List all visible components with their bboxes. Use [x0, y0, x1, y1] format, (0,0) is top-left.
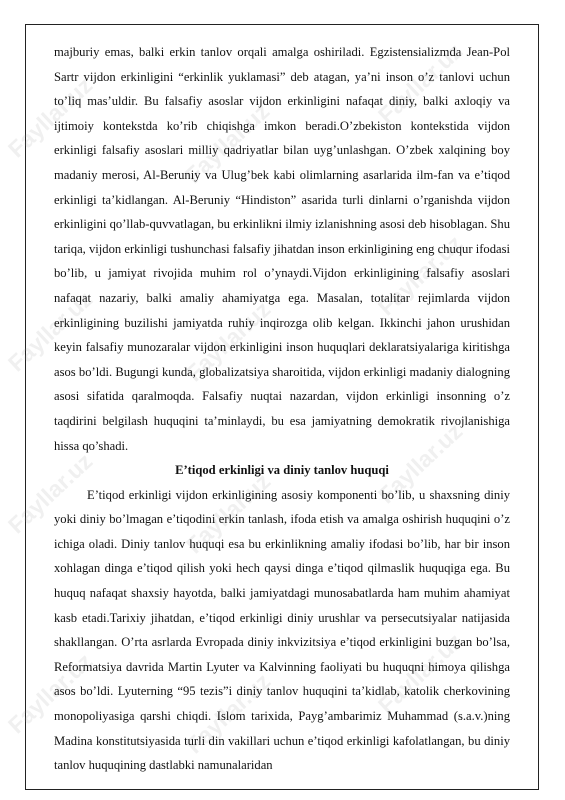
watermark: Fayllar.uz — [372, 417, 468, 509]
watermark: Fayllar.uz — [180, 467, 276, 559]
document-body — [54, 37, 510, 778]
watermark: Fayllar.uz — [2, 71, 98, 163]
body-paragraph: E’tiqod erkinligi vijdon erkinligining asosiy komponenti bo’lib, u shaxsning diniy yoki diniy bo’lmagan e’tiqodini erkin tanlash, ifoda etish va amalga oshirish huquqini o’z ichiga oladi. Diniy tanlov huquqi esa bu erkinlikning amaliy ifodasi bo’lib, har bir inson xohlagan dinga e’tiqod qilish yoki hech qaysi dinga e’tiqod qilmaslik huquqiga ega. Bu huquq nafaqat shaxsiy hayotda, balki jamiyatdagi munosabatlarda ham muhim ahamiyat kasb etadi.Tarixiy jihatdan, e’tiqod erkinligi diniy urushlar va persecutsiyalar natijasida shakllangan. O’rta asrlarda Evropada diniy inkvizitsiya e’tiqod erkinligini buzgan bo’lsa, Reformatsiya davrida Martin Lyuter va Kalvinning faoliyati bu huquqni himoya qilishga asos bo’ldi. Lyuterning “95 tezis”i diniy tanlov huquqini ta’kidlab, katolik cherkovining monopoliyasiga qarshi chiqdi. Islom tarixida, Payg’ambarimiz Muhammad (s.a.v.)ning Madina konstitutsiyasida turli din vakillari uchun e’tiqod erkinligi kafolatlangan, bu diniy tanlov huquqining dastlabki namunalaridan — [54, 487, 510, 773]
watermark: Fayllar.uz — [2, 447, 98, 539]
watermark: Fayllar.uz — [372, 37, 468, 129]
watermark: Fayllar.uz — [180, 667, 276, 759]
watermark: Fayllar.uz — [180, 295, 276, 387]
watermark: Fayllar.uz — [2, 647, 98, 739]
watermark: Fayllar.uz — [2, 285, 98, 377]
section-heading: E’tiqod erkinligi va diniy tanlov huquqi — [175, 463, 389, 478]
watermark: Fayllar.uz — [372, 627, 468, 719]
watermark: Fayllar.uz — [372, 229, 468, 321]
watermark: Fayllar.uz — [179, 97, 275, 189]
body-paragraph: majburiy emas, balki erkin tanlov orqali amalga oshiriladi. Egzistensializmda Jean-Pol Sartr vijdon erkinligini “erkinlik yuklamasi” deb atagan, ya’ni inson o’z tanlovi uchun to’liq mas’uldir. Bu falsafiy asoslar vijdon erkinligini nafaqat diniy, balki axloqiy va ijtimoiy kontekstda ko’rib chiqishga imkon beradi.O’zbekiston kontekstida vijdon erkinligi falsafiy asoslari milliy qadriyatlar bilan uyg’unlashgan. O’zbek xalqining boy madaniy merosi, Al-Beruniy va Ulug’bek kabi olimlarning asarlarida ilm-fan va e’tiqod erkinligi ta’kidlangan. Al-Beruniy “Hindiston” asarida turli dinlarni o’rganishda vijdon erkinligini qo’llab-quvvatlagan, bu erkinlikni ilmiy izlanishning asosi deb hisoblagan. Shu tariqa, vijdon erkinligi tushunchasi falsafiy jihatdan inson erkinligining eng chuqur ifodasi bo’lib, u jamiyat rivojida muhim rol o’ynaydi.Vijdon erkinligining falsafiy asoslari nafaqat nazariy, balki amaliy ahamiyatga ega. Masalan, totalitar rejimlarda vijdon erkinligining buzilishi jamiyatda ruhiy inqirozga olib kelgan. Ikkinchi jahon urushidan keyin falsafiy munozaralar vijdon erkinligini inson huquqlari deklaratsiyalariga kiritishga asos bo’ldi. Bugungi kunda, globalizatsiya sharoitida, vijdon erkinligi madaniy dialogning asosi sifatida qaralmoqda. Falsafiy nuqtai nazardan, vijdon erkinligi insonning o’z taqdirini belgilash huquqini ta’minlaydi, bu esa jamiyatning demokratik rivojlanishiga hissa qo’shadi. — [54, 45, 510, 453]
